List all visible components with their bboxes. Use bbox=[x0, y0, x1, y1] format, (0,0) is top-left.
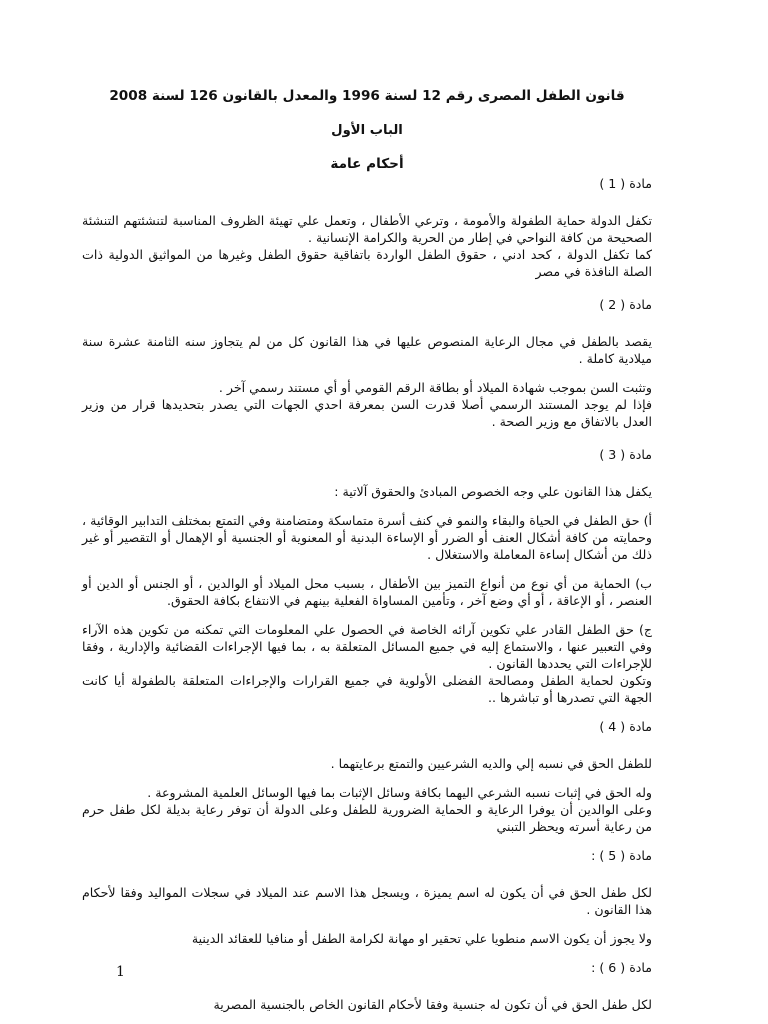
article-2-paragraph: وتثبت السن بموجب شهادة الميلاد أو بطاقة الرقم القومي أو أي مستند رسمي آخر . bbox=[218, 380, 652, 395]
article-4-paragraph: للطفل الحق في نسبه إلي والديه الشرعيين والتمتع برعايتهما . bbox=[330, 756, 652, 771]
article-5-paragraph: ولا يجوز أن يكون الاسم منطويا علي تحقير او مهانة لكرامة الطفل أو منافيا للعقائد الدينية bbox=[191, 931, 652, 946]
document-body bbox=[82, 88, 652, 1013]
document-title: قانون الطفل المصرى رقم 12 لسنة 1996 والمعدل بالقانون 126 لسنة 2008 bbox=[109, 88, 625, 104]
article-2-paragraph: فإذا لم يوجد المستند الرسمي أصلا قدرت السن بمعرفة احدي الجهات التي يصدر بتحديدها قرار من وزير العدل بالاتفاق مع وزير الصحة . bbox=[82, 397, 652, 429]
article-2-heading: مادة ( 2 ) bbox=[599, 297, 652, 312]
article-3-paragraph: وتكون لحماية الطفل ومصالحة الفضلى الأولوية في جميع القرارات والإجراءات المتعلقة بالطفولة أيا كانت الجهة التي تصدرها أو تباشرها .. bbox=[82, 673, 652, 705]
article-6-paragraph: لكل طفل الحق في أن تكون له جنسية وفقا لأحكام القانون الخاص بالجنسية المصرية bbox=[213, 997, 652, 1012]
article-2-paragraph: يقصد بالطفل في مجال الرعاية المنصوص عليها في هذا القانون كل من لم يتجاوز سنه الثامنة عشرة سنة ميلادية كاملة . bbox=[82, 334, 652, 366]
article-3-item-b: ب) الحماية من أي نوع من أنواع التميز بين الأطفال ، بسبب محل الميلاد أو الوالدين ، أو الجنس أو الدين أو العنصر ، أو الإعاقة ، أو أي وضع آخر ، وتأمين المساواة الفعلية بينهم في الانتفاع بكافة الحقوق. bbox=[82, 576, 652, 608]
article-1-paragraph: كما تكفل الدولة ، كحد ادني ، حقوق الطفل الواردة باتفاقية حقوق الطفل وغيرها من المواثيق الدولية ذات الصلة النافذة في مصر bbox=[82, 247, 652, 279]
article-3-item-c: ج) حق الطفل القادر علي تكوين آرائه الخاصة في الحصول علي المعلومات التي تمكنه من تكوين هذه الآراء وفي التعبير عنها ، والاستماع إليه في جميع المسائل المتعلقة به ، بما فيها الإجراءات القضائية والإدارية ، وفقا للإجراءات التي يحددها القانون . bbox=[82, 622, 652, 671]
article-1-heading: مادة ( 1 ) bbox=[599, 176, 652, 191]
article-3-paragraph: يكفل هذا القانون علي وجه الخصوص المبادئ والحقوق آلاتية : bbox=[334, 484, 652, 499]
article-5-paragraph: لكل طفل الحق في أن يكون له اسم يميزة ، ويسجل هذا الاسم عند الميلاد في سجلات المواليد وفقا لأحكام هذا القانون . bbox=[82, 885, 652, 917]
article-4-paragraph: وعلى الوالدين أن يوفرا الرعاية و الحماية الضرورية للطفل وعلى الدولة أن توفر رعاية بديلة لكل طفل حرم من رعاية أسرته ويحظر التبني bbox=[82, 802, 652, 834]
article-3-heading: مادة ( 3 ) bbox=[599, 447, 652, 462]
section-heading: أحكام عامة bbox=[330, 156, 404, 172]
article-3-item-a: أ) حق الطفل في الحياة والبقاء والنمو في كنف أسرة متماسكة ومتضامنة وفي التمتع بمختلف التدابير الوقائية ، وحمايته من كافة أشكال العنف أو الضرر أو الإساءة البدنية أو المعنوية أو الجنسية أو الإهمال أو التقصير أو غير ذلك من أشكال إساءة المعاملة والاستغلال . bbox=[82, 513, 652, 562]
article-1-paragraph: تكفل الدولة حماية الطفولة والأمومة ، وترعي الأطفال ، وتعمل علي تهيئة الظروف المناسبة لتنشئتهم التنشئة الصحيحة من كافة النواحي في إطار من الحرية والكرامة الإنسانية . bbox=[82, 213, 652, 245]
article-4-paragraph: وله الحق في إثبات نسبه الشرعي اليهما بكافة وسائل الإثبات بما فيها الوسائل العلمية المشروعة . bbox=[147, 785, 652, 800]
article-5-heading: مادة ( 5 ) : bbox=[591, 848, 652, 863]
article-4-heading: مادة ( 4 ) bbox=[599, 719, 652, 734]
article-6-heading: مادة ( 6 ) : bbox=[591, 960, 652, 975]
page-number: 1 bbox=[116, 964, 125, 980]
chapter-heading: الباب الأول bbox=[331, 123, 403, 138]
